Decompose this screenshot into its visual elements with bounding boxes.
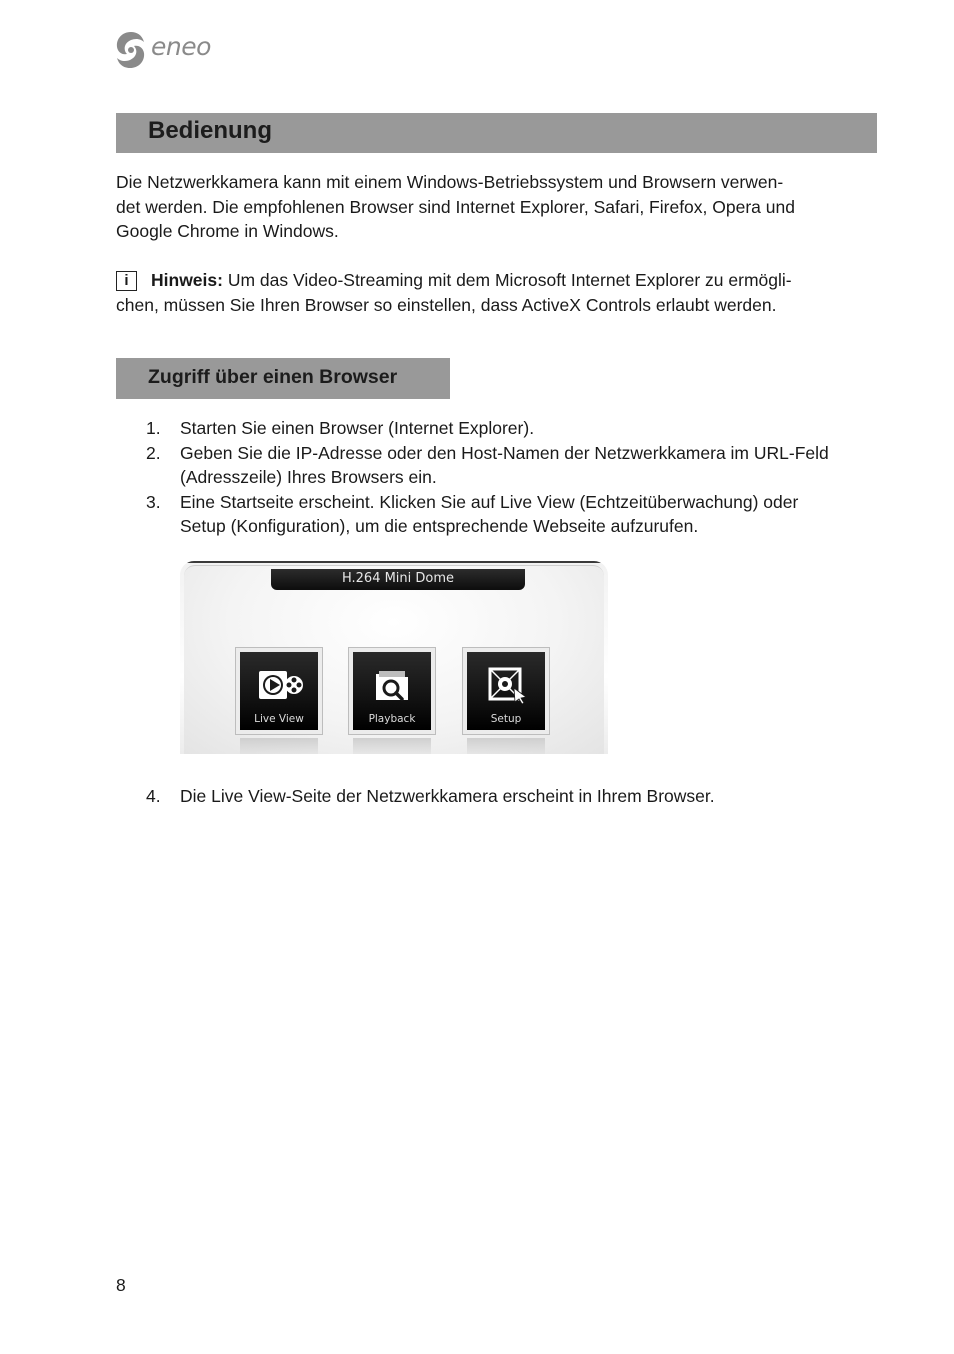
intro-line: Google Chrome in Windows. [116, 221, 339, 241]
step-number: 1. [146, 418, 161, 438]
camera-startpage-screenshot [180, 561, 608, 754]
section-header-bar [116, 113, 877, 153]
step-text: Die Live View-Seite der Netzwerkkamera erscheint in Ihrem Browser. [180, 786, 715, 806]
playback-label: Playback [368, 713, 416, 725]
setup-button-face[interactable] [467, 652, 545, 730]
note-label: Hinweis: [151, 270, 223, 290]
tile-reflection [353, 738, 431, 754]
step-text: Eine Startseite erscheint. Klicken Sie auf Live View (Echtzeitüberwachung) oder [180, 491, 799, 512]
list-item [116, 441, 877, 490]
steps-list-continued [116, 784, 877, 809]
intro-line: det werden. Die empfohlenen Browser sind Internet Explorer, Safari, Firefox, Opera und [116, 196, 795, 217]
intro-paragraph [116, 170, 877, 244]
step-number: 3. [146, 491, 161, 512]
eneo-logo-icon [114, 30, 148, 70]
live-view-label: Live View [254, 713, 304, 725]
setup-button[interactable] [462, 647, 550, 735]
list-item [116, 416, 877, 441]
step-text: Geben Sie die IP-Adresse oder den Host-Namen der Netzwerkkamera im URL-Feld [180, 442, 829, 463]
step-text: Starten Sie einen Browser (Internet Explorer). [180, 418, 535, 438]
intro-line: Die Netzwerkkamera kann mit einem Windows-Betriebssystem und Browsern verwen- [116, 172, 784, 192]
step-text: (Adresszeile) Ihres Browsers ein. [180, 467, 437, 487]
camera-model-title: H.264 Mini Dome [271, 569, 525, 590]
list-item [116, 490, 877, 539]
live-view-button-face[interactable] [240, 652, 318, 730]
note-line: chen, müssen Sie Ihren Browser so einstellen, dass ActiveX Controls erlaubt werden. [116, 294, 777, 315]
setup-icon [481, 666, 531, 704]
step-text: Setup (Konfiguration), um die entsprechende Webseite aufzurufen. [180, 516, 699, 536]
setup-label: Setup [490, 713, 522, 725]
section-title: Bedienung [148, 117, 272, 144]
live-view-icon [254, 666, 304, 704]
playback-icon [367, 666, 417, 704]
steps-list [116, 416, 877, 539]
info-icon: i [116, 271, 137, 291]
subsection-title: Zugriff über einen Browser [148, 366, 398, 388]
screenshot-background [184, 565, 604, 754]
playback-button-face[interactable] [353, 652, 431, 730]
tile-reflection [240, 738, 318, 754]
note-paragraph [116, 268, 877, 317]
tile-reflection [467, 738, 545, 754]
note-line: Um das Video-Streaming mit dem Microsoft Internet Explorer zu ermögli- [227, 270, 792, 290]
list-item [116, 784, 877, 809]
logo-text: eneo [151, 32, 211, 61]
step-number: 2. [146, 442, 161, 463]
eneo-logo [114, 30, 224, 72]
playback-button[interactable] [348, 647, 436, 735]
page-number: 8 [116, 1275, 126, 1295]
subsection-header-bar [116, 358, 450, 399]
live-view-button[interactable] [235, 647, 323, 735]
step-number: 4. [146, 786, 161, 806]
